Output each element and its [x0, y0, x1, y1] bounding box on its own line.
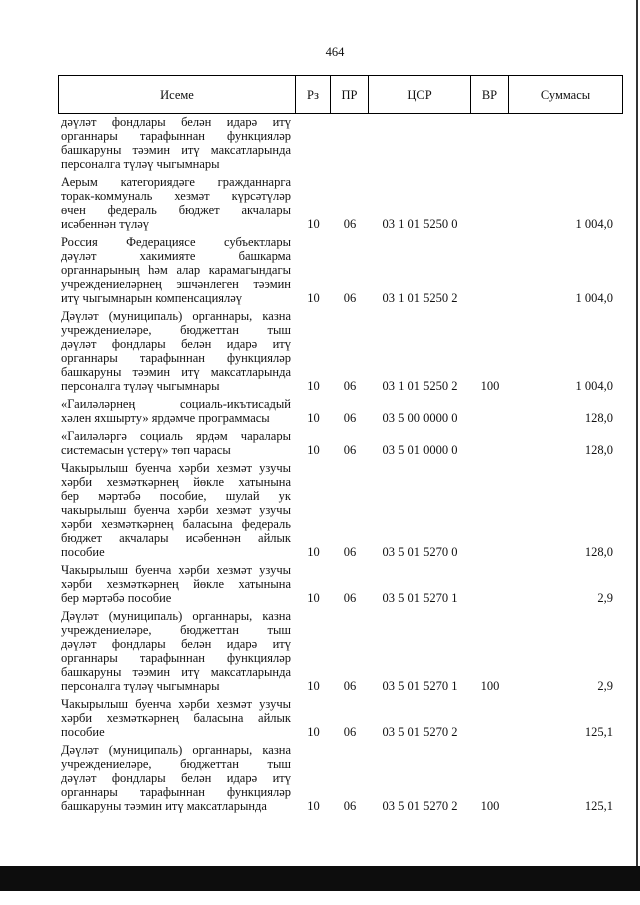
name-line: учреждениеләрнең эшчәнлеген тәэмин: [61, 277, 291, 291]
cell-name: [59, 309, 296, 393]
name-line: системасын үстерү» төп чарасы: [61, 443, 231, 457]
cell-rz: 10: [307, 291, 320, 305]
table-row: [59, 563, 623, 605]
name-line: өчен федераль бюджет акчалары: [61, 203, 291, 217]
name-line: Чакырылыш буенча хәрби хезмәт узучы: [61, 697, 291, 711]
name-line: дәүләт фондлары белән идарә итү: [61, 115, 291, 129]
name-line: торак-коммуналь хезмәт күрсәтүләр: [61, 189, 291, 203]
cell-sum: 2,9: [597, 591, 613, 605]
cell-csr: 03 1 01 5250 2: [382, 379, 458, 393]
name-line: органнары тарафыннан функцияләр: [61, 129, 291, 143]
name-line: персоналга түләү чыгымнары: [61, 679, 220, 693]
cell-rz: 10: [307, 725, 320, 739]
name-line: дәүләт хакимияте башкарма: [61, 249, 291, 263]
name-line: «Гаиләләргә социаль ярдәм чаралары: [61, 429, 291, 443]
name-line: дәүләт фондлары белән идарә итү: [61, 771, 291, 785]
header-pr: ПР: [331, 76, 369, 113]
cell-csr: 03 1 01 5250 2: [382, 291, 458, 305]
cell-sum: 128,0: [584, 545, 613, 559]
name-line: Россия Федерациясе субъектлары: [61, 235, 291, 249]
name-line: чакырылыш буенча хәрби хезмәт узучы: [61, 503, 291, 517]
table-body: [59, 115, 623, 817]
cell-csr: 03 5 01 5270 1: [382, 591, 458, 605]
cell-name: [59, 175, 296, 231]
cell-name: [59, 743, 296, 813]
cell-name: [59, 563, 296, 605]
cell-sum: 125,1: [584, 725, 613, 739]
name-line: исәбеннән түләү: [61, 217, 150, 231]
name-line: дәүләт фондлары белән идарә итү: [61, 337, 291, 351]
cell-csr: 03 5 01 0000 0: [382, 443, 458, 457]
cell-pr: 06: [343, 545, 357, 559]
header-vr: ВР: [471, 76, 509, 113]
name-line: хәрби хезмәткәрнең баласына айлык: [61, 711, 291, 725]
cell-csr: 03 5 00 0000 0: [382, 411, 458, 425]
cell-sum: 1 004,0: [575, 379, 613, 393]
cell-pr: 06: [343, 591, 357, 605]
name-line: персоналга түләү чыгымнары: [61, 379, 220, 393]
name-line: бюджет акчалары исәбеннән айлык: [61, 531, 291, 545]
table-row: [59, 235, 623, 305]
name-line: бер мәртәбә пособие: [61, 591, 172, 605]
cell-name: [59, 397, 296, 425]
name-line: учреждениеләре, бюджеттан тыш: [61, 623, 291, 637]
table-row: [59, 175, 623, 231]
cell-vr: 100: [480, 379, 500, 393]
name-line: бер мәртәбә пособие, шулай ук: [61, 489, 291, 503]
name-line: хәлен яхшырту» ярдәмче программасы: [61, 411, 270, 425]
cell-pr: 06: [343, 443, 357, 457]
scan-edge-bottom: [0, 866, 640, 891]
cell-sum: 1 004,0: [575, 291, 613, 305]
name-line: хәрби хезмәткәрнең йөкле хатынына: [61, 475, 291, 489]
cell-rz: 10: [307, 799, 320, 813]
table-row: [59, 743, 623, 813]
name-line: органнары тарафыннан функцияләр: [61, 351, 291, 365]
cell-rz: 10: [307, 545, 320, 559]
cell-pr: 06: [343, 291, 357, 305]
name-line: башкаруны тәэмин итү максатларында: [61, 143, 291, 157]
cell-sum: 1 004,0: [575, 217, 613, 231]
name-line: «Гаиләләрнең социаль-икътисадый: [61, 397, 291, 411]
cell-pr: 06: [343, 217, 357, 231]
name-line: Аерым категориядәге гражданнарга: [61, 175, 291, 189]
name-line: органнары тарафыннан функцияләр: [61, 785, 291, 799]
header-sum: Суммасы: [509, 76, 623, 113]
cell-rz: 10: [307, 217, 320, 231]
cell-rz: 10: [307, 591, 320, 605]
name-line: учреждениеләре, бюджеттан тыш: [61, 323, 291, 337]
cell-rz: 10: [307, 379, 320, 393]
header-name: Исеме: [59, 76, 296, 113]
cell-csr: 03 5 01 5270 2: [382, 725, 458, 739]
name-line: учреждениеләре, бюджеттан тыш: [61, 757, 291, 771]
name-line: дәүләт фондлары белән идарә итү: [61, 637, 291, 651]
name-line: пособие: [61, 725, 105, 739]
name-line: пособие: [61, 545, 105, 559]
name-line: Дәүләт (муниципаль) органнары, казна: [61, 309, 291, 323]
cell-csr: 03 5 01 5270 0: [382, 545, 458, 559]
cell-name: [59, 697, 296, 739]
cell-pr: 06: [343, 799, 357, 813]
name-line: хәрби хезмәткәрнең баласына федераль: [61, 517, 291, 531]
name-line: Дәүләт (муниципаль) органнары, казна: [61, 609, 291, 623]
cell-name: [59, 235, 296, 305]
cell-csr: 03 5 01 5270 2: [382, 799, 458, 813]
table-row: [59, 397, 623, 425]
cell-sum: 128,0: [584, 411, 613, 425]
cell-pr: 06: [343, 679, 357, 693]
name-line: органнарының һәм алар карамагындагы: [61, 263, 291, 277]
name-line: Чакырылыш буенча хәрби хезмәт узучы: [61, 563, 291, 577]
cell-pr: 06: [343, 411, 357, 425]
cell-name: [59, 429, 296, 457]
name-line: Чакырылыш буенча хәрби хезмәт узучы: [61, 461, 291, 475]
cell-pr: 06: [343, 725, 357, 739]
table-header: [58, 75, 623, 114]
table-row: [59, 609, 623, 693]
cell-name: [59, 461, 296, 559]
name-line: итү чыгымнарын компенсацияләү: [61, 291, 243, 305]
name-line: органнары тарафыннан функцияләр: [61, 651, 291, 665]
table-row: [59, 461, 623, 559]
scan-edge-right: [636, 0, 638, 866]
header-csr: ЦСР: [369, 76, 471, 113]
name-line: Дәүләт (муниципаль) органнары, казна: [61, 743, 291, 757]
page-number: 464: [325, 45, 345, 59]
name-line: башкаруны тәэмин итү максатларында: [61, 799, 267, 813]
cell-sum: 2,9: [597, 679, 613, 693]
name-line: башкаруны тәэмин итү максатларында: [61, 365, 291, 379]
cell-rz: 10: [307, 443, 320, 457]
cell-name: [59, 115, 296, 171]
cell-sum: 128,0: [584, 443, 613, 457]
cell-sum: 125,1: [584, 799, 613, 813]
table-row: [59, 115, 623, 171]
cell-csr: 03 5 01 5270 1: [382, 679, 458, 693]
cell-csr: 03 1 01 5250 0: [382, 217, 458, 231]
header-rz: Рз: [296, 76, 331, 113]
cell-pr: 06: [343, 379, 357, 393]
cell-name: [59, 609, 296, 693]
table-row: [59, 429, 623, 457]
name-line: башкаруны тәэмин итү максатларында: [61, 665, 291, 679]
table-row: [59, 309, 623, 393]
name-line: персоналга түләү чыгымнары: [61, 157, 220, 171]
cell-vr: 100: [480, 679, 500, 693]
cell-rz: 10: [307, 411, 320, 425]
name-line: хәрби хезмәткәрнең йөкле хатынына: [61, 577, 291, 591]
cell-rz: 10: [307, 679, 320, 693]
table-row: [59, 697, 623, 739]
cell-vr: 100: [480, 799, 500, 813]
